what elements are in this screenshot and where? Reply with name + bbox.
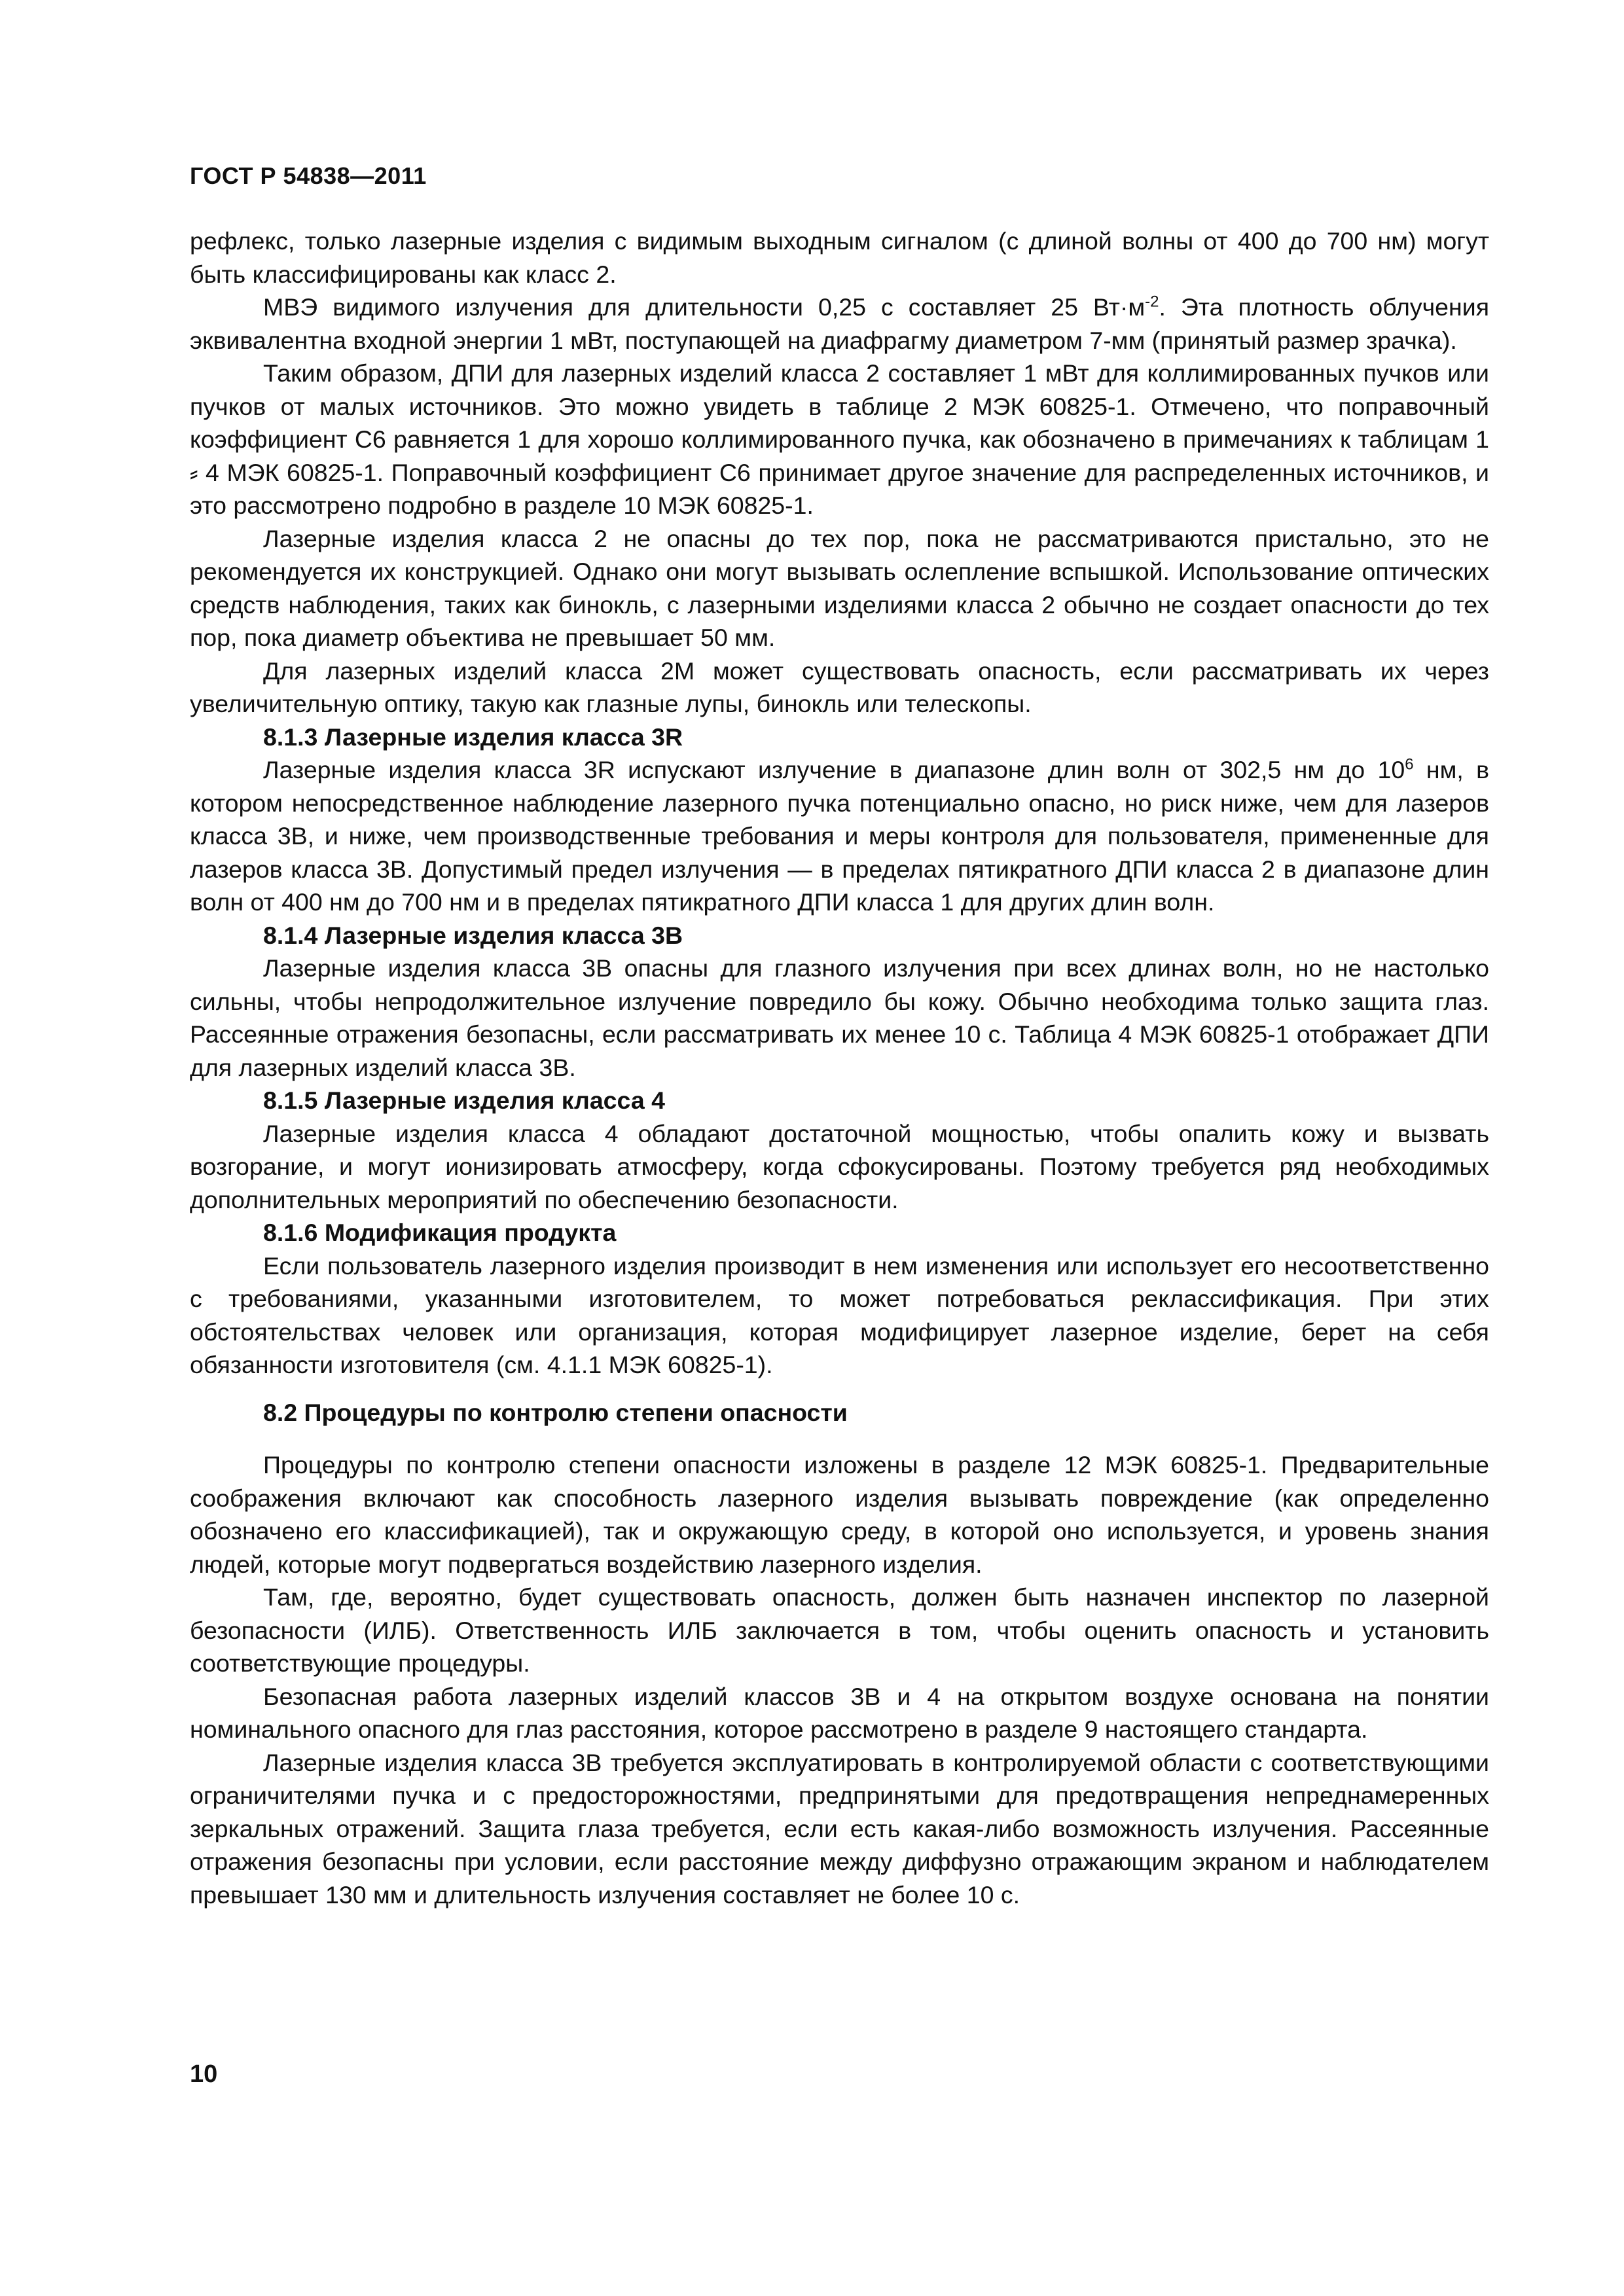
- paragraph: Лазерные изделия класса 3В опасны для глазного излучения при всех длинах волн, но не настолько сильны, чтобы непродолжительное излучение повредило бы кожу. Обычно необходима только защита глаз. Рассеянные отражения безопасны, если рассматривать их менее 10 с. Таблица 4 МЭК 60825-1 отображает ДПИ для лазерных изделий класса 3В.: [190, 954, 1489, 1081]
- paragraph: Лазерные изделия класса 2 не опасны до тех пор, пока не рассматриваются пристально, это не рекомендуется их конструкцией. Однако они могут вызывать ослепление вспышкой. Использование оптических средств наблюдения, таких как бинокль, с лазерными изделиями класса 2 обычно не создает опасности до тех пор, пока диаметр объектива не превышает 50 мм.: [190, 524, 1489, 651]
- paragraph: Для лазерных изделий класса 2М может существовать опасность, если рассматривать их через увеличительную оптику, такую как глазные лупы, бинокль или телескопы.: [190, 656, 1489, 717]
- paragraph: рефлекс, только лазерные изделия с видимым выходным сигналом (с длиной волны от 400 до 700 нм) могут быть классифицированы как класс 2.: [190, 227, 1489, 288]
- paragraph: [190, 753, 1489, 919]
- section-heading: 8.1.5 Лазерные изделия класса 4: [263, 1086, 665, 1114]
- paragraph: Лазерные изделия класса 3В требуется эксплуатировать в контролируемой области с соответствующими ограничителями пучка и с предосторожностями, предпринятыми для предотвращения непреднамеренных зеркальных отражений. Защита глаза требуется, если есть какая-либо возможность излучения. Рассеянные отражения безопасны при условии, если расстояние между диффузно отражающим экраном и наблюдателем превышает 130 мм и длительность излучения составляет не более 10 с.: [190, 1748, 1489, 1909]
- superscript: -2: [1145, 293, 1159, 311]
- paragraph: Если пользователь лазерного изделия производит в нем изменения или использует его несоответственно с требованиями, указанными изготовителем, то может потребоваться реклассификация. При этих обстоятельствах человек или организация, которая модифицирует лазерное изделие, берет на себя обязанности изготовителя (см. 4.1.1 МЭК 60825-1).: [190, 1251, 1489, 1378]
- page-number: 10: [190, 2060, 218, 2088]
- superscript: 6: [1405, 755, 1414, 774]
- paragraph: Процедуры по контролю степени опасности изложены в разделе 12 МЭК 60825-1. Предварительные соображения включают как способность лазерного изделия вызывать повреждение (как определенно обозначено его классификацией), так и окружающую среду, в которой оно используется, и уровень знания людей, которые могут подвергаться воздействию лазерного изделия.: [190, 1451, 1489, 1578]
- document-body: [190, 224, 1489, 1911]
- text-fragment: . Эта плотность облучения эквивалентна входной энергии 1 мВт, поступающей на диафрагму диаметром 7-мм (принятый размер зрачка).: [190, 293, 1489, 354]
- section-heading: 8.2 Процедуры по контролю степени опасности: [263, 1398, 848, 1426]
- paragraph: Там, где, вероятно, будет существовать опасность, должен быть назначен инспектор по лазерной безопасности (ИЛБ). Ответственность ИЛБ заключается в том, чтобы оценить опасность и установить соответствующие процедуры.: [190, 1583, 1489, 1677]
- text-fragment: МВЭ видимого излучения для длительности 0,25 с составляет 25 Вт·м: [263, 293, 1146, 321]
- section-heading: 8.1.6 Модификация продукта: [263, 1219, 617, 1246]
- document-header: ГОСТ Р 54838—2011: [190, 162, 427, 189]
- section-heading: 8.1.4 Лазерные изделия класса 3В: [263, 921, 683, 949]
- paragraph: [190, 291, 1489, 357]
- text-fragment: Лазерные изделия класса 3R испускают излучение в диапазоне длин волн от 302,5 нм до 10: [263, 756, 1405, 783]
- text-fragment: нм, в котором непосредственное наблюдение лазерного пучка потенциально опасно, но риск ниже, чем для лазеров класса 3В, и ниже, чем производственные требования и меры контроля для пользователя, примененные для лазеров класса 3В. Допустимый предел излучения — в пределах пятикратного ДПИ класса 2 в диапазоне длин волн от 400 нм до 700 нм и в пределах пятикратного ДПИ класса 1 для других длин волн.: [190, 756, 1490, 916]
- paragraph: Безопасная работа лазерных изделий классов 3В и 4 на открытом воздухе основана на понятии номинального опасного для глаз расстояния, которое рассмотрено в разделе 9 настоящего стандарта.: [190, 1682, 1489, 1743]
- section-heading: 8.1.3 Лазерные изделия класса 3R: [263, 723, 683, 751]
- paragraph: Таким образом, ДПИ для лазерных изделий класса 2 составляет 1 мВт для коллимированных пучков или пучков от малых источников. Это можно увидеть в таблице 2 МЭК 60825-1. Отмечено, что поправочный коэффициент С6 равняется 1 для хорошо коллимированного пучка, как обозначено в примечаниях к таблицам 1 ⸗ 4 МЭК 60825-1. Поправочный коэффициент С6 принимает другое значение для распределенных источников, и это рассмотрено подробно в разделе 10 МЭК 60825-1.: [190, 359, 1489, 519]
- paragraph: Лазерные изделия класса 4 обладают достаточной мощностью, чтобы опалить кожу и вызвать возгорание, и могут ионизировать атмосферу, когда сфокусированы. Поэтому требуется ряд необходимых дополнительных мероприятий по обеспечению безопасности.: [190, 1119, 1489, 1213]
